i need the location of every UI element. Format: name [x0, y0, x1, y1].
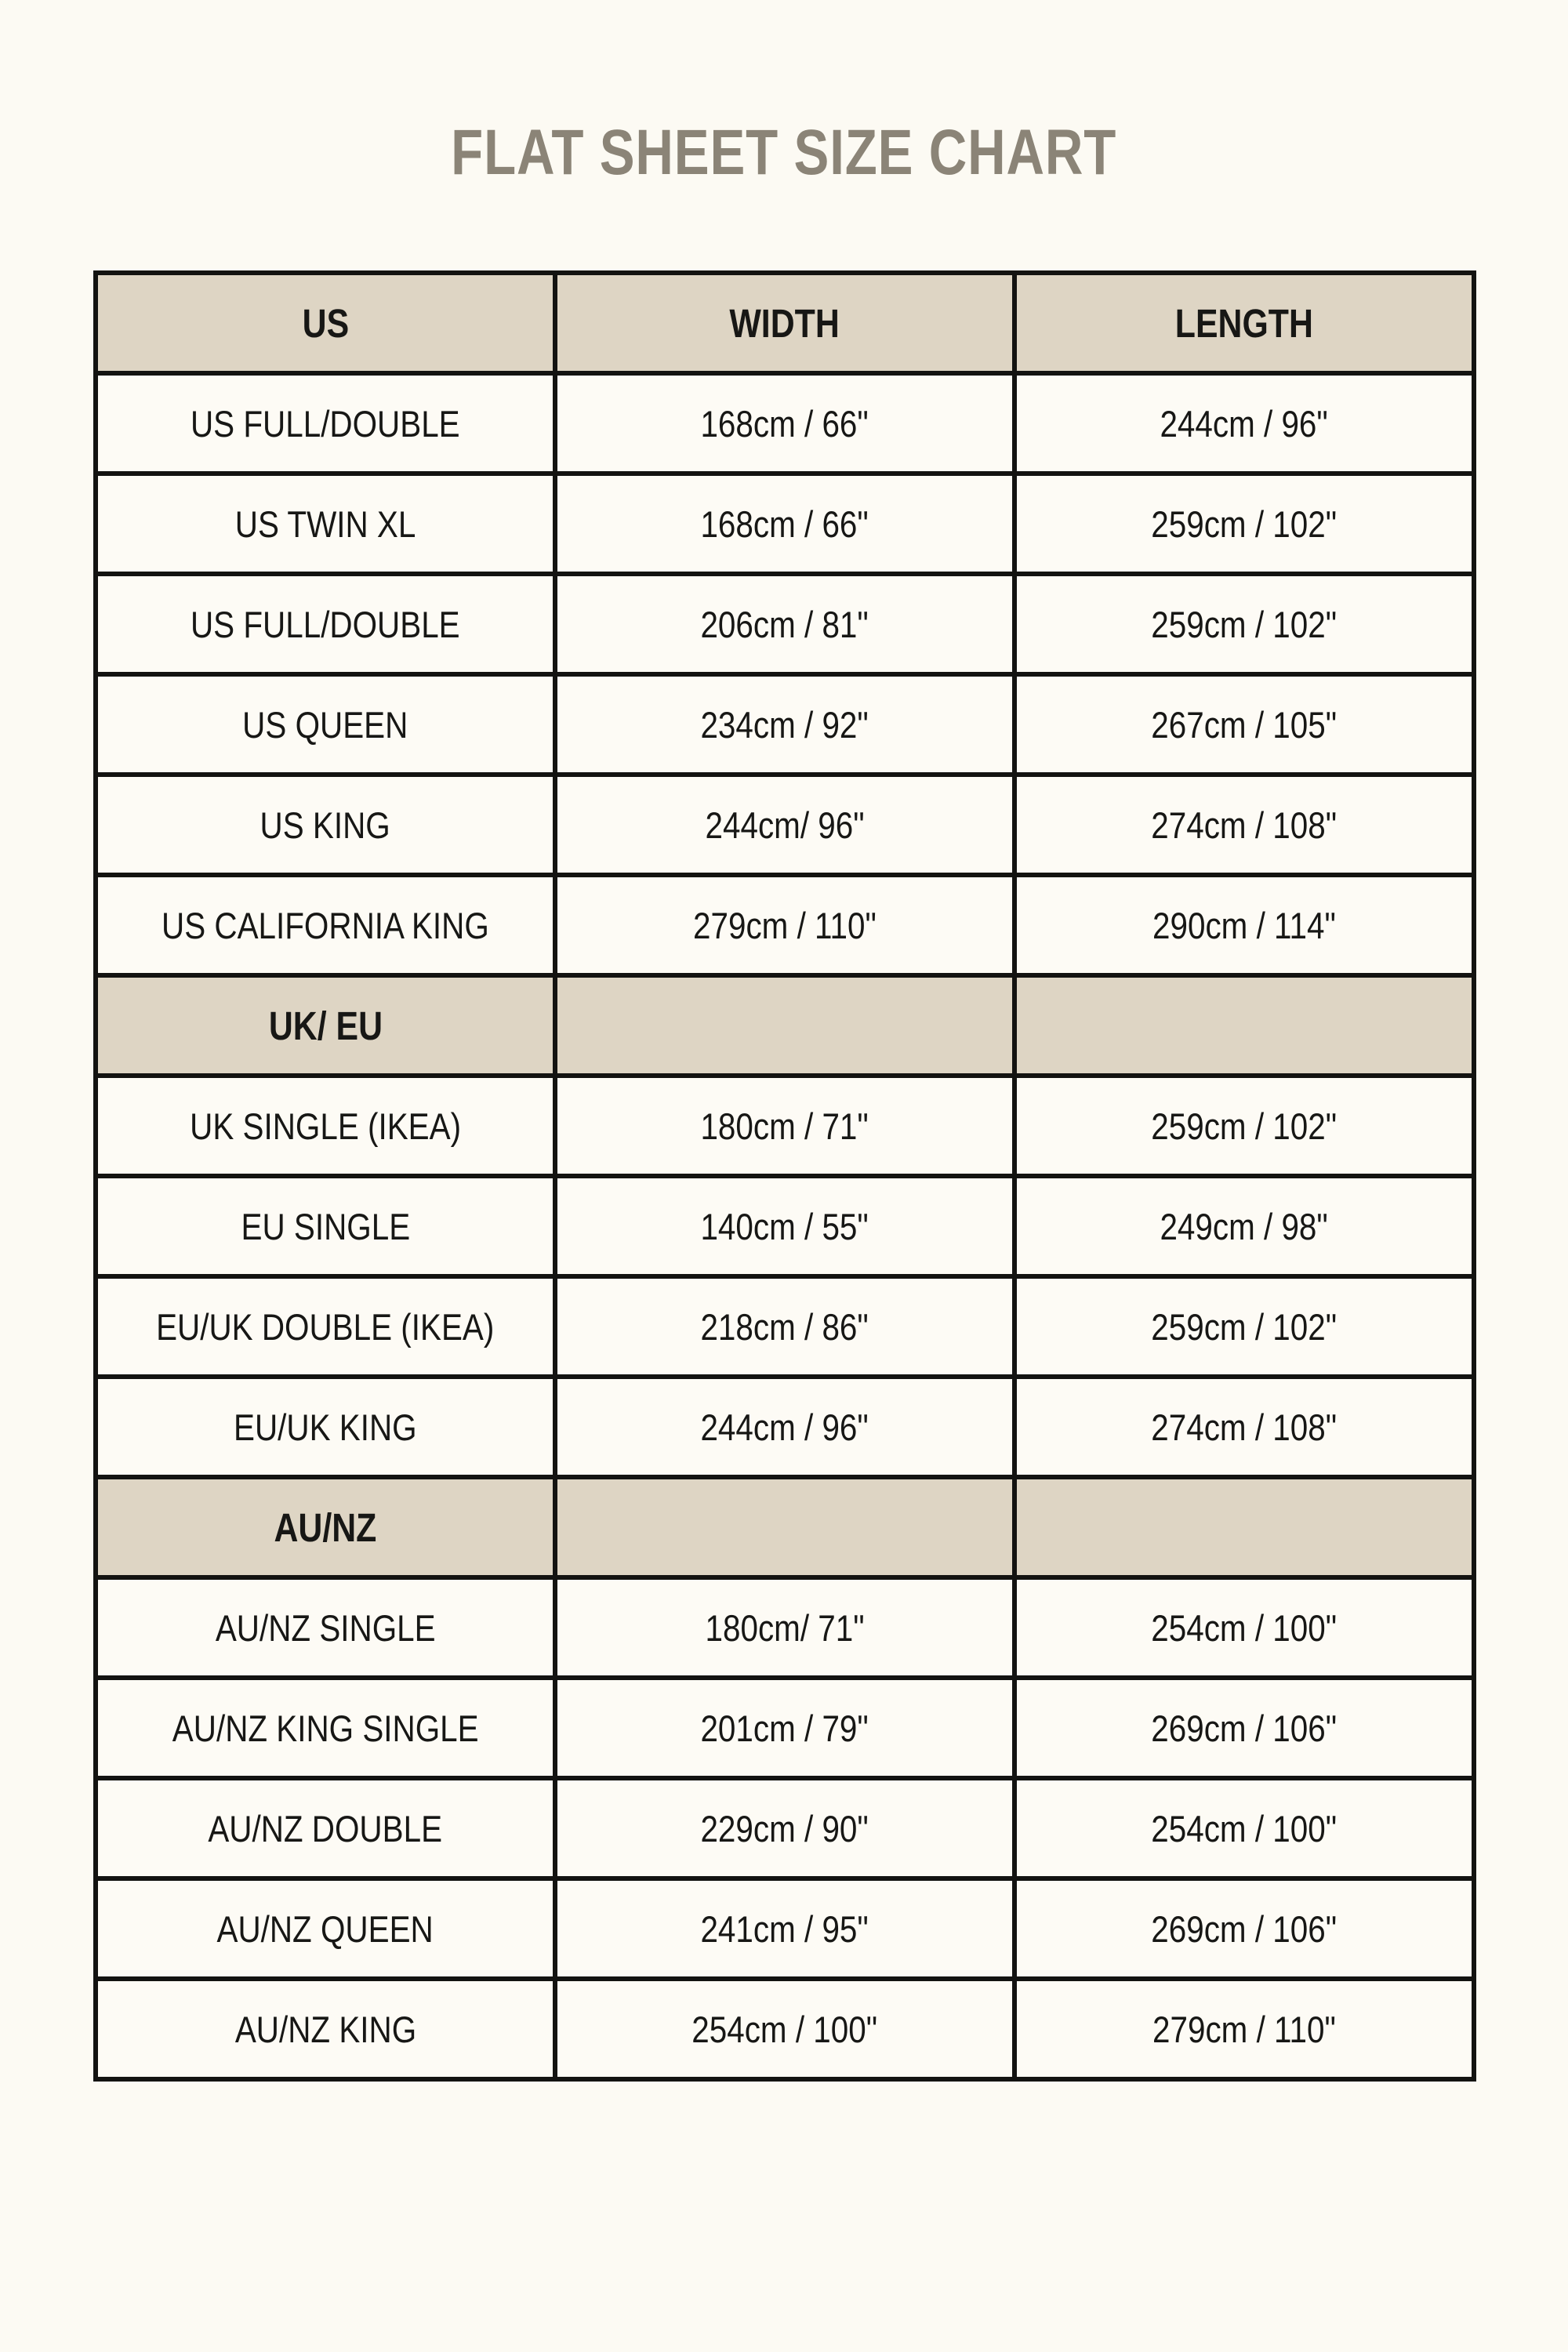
- length-value: 269cm / 106": [1151, 1707, 1338, 1749]
- width-cell: [555, 1176, 1014, 1276]
- empty-width-cell: [555, 1477, 1014, 1577]
- column-header-region: [96, 273, 555, 373]
- length-value: 249cm / 98": [1160, 1205, 1329, 1247]
- empty-width-cell: [555, 975, 1014, 1076]
- table-row: [96, 1377, 1474, 1477]
- width-value: 229cm / 90": [700, 1807, 869, 1849]
- width-value: 168cm / 66": [700, 503, 869, 545]
- width-cell: [555, 775, 1014, 875]
- length-value: 259cm / 102": [1151, 1105, 1338, 1147]
- width-cell: [555, 1076, 1014, 1176]
- width-value: 254cm / 100": [691, 2008, 878, 2050]
- table-row: [96, 875, 1474, 975]
- width-value: 180cm/ 71": [705, 1606, 865, 1649]
- size-label: AU/NZ KING SINGLE: [172, 1707, 479, 1749]
- size-cell: [96, 1577, 555, 1678]
- size-label: AU/NZ SINGLE: [215, 1606, 436, 1649]
- size-label: US KING: [260, 804, 391, 846]
- width-cell: [555, 1678, 1014, 1778]
- length-value: 274cm / 108": [1151, 804, 1338, 846]
- width-value: 201cm / 79": [700, 1707, 869, 1749]
- size-label: US FULL/DOUBLE: [191, 603, 460, 645]
- length-cell: [1014, 1076, 1474, 1176]
- size-cell: [96, 1878, 555, 1979]
- table-row: [96, 1577, 1474, 1678]
- width-value: 140cm / 55": [700, 1205, 869, 1247]
- size-label: US TWIN XL: [234, 503, 416, 545]
- section-header-row-uk-eu: [96, 975, 1474, 1076]
- length-value: 244cm / 96": [1160, 402, 1329, 445]
- column-header-width-label: WIDTH: [729, 300, 840, 346]
- empty-length-cell: [1014, 1477, 1474, 1577]
- size-cell: [96, 875, 555, 975]
- length-value: 259cm / 102": [1151, 503, 1338, 545]
- column-header-region-label: US: [302, 300, 349, 346]
- width-value: 244cm/ 96": [705, 804, 865, 846]
- size-cell: [96, 474, 555, 574]
- length-value: 279cm / 110": [1152, 2008, 1336, 2050]
- column-header-width: [555, 273, 1014, 373]
- size-cell: [96, 1276, 555, 1377]
- width-cell: [555, 875, 1014, 975]
- length-value: 267cm / 105": [1151, 703, 1338, 746]
- size-label: US CALIFORNIA KING: [162, 904, 489, 946]
- table-row: [96, 1678, 1474, 1778]
- flat-sheet-size-table: [93, 270, 1476, 2082]
- size-label: EU/UK KING: [234, 1406, 417, 1448]
- length-cell: [1014, 775, 1474, 875]
- width-value: 234cm / 92": [700, 703, 869, 746]
- length-cell: [1014, 1176, 1474, 1276]
- width-cell: [555, 1878, 1014, 1979]
- size-cell: [96, 1678, 555, 1778]
- section-label: AU/NZ: [274, 1504, 377, 1550]
- width-cell: [555, 1577, 1014, 1678]
- table-row: [96, 574, 1474, 674]
- size-label: UK SINGLE (IKEA): [190, 1105, 461, 1147]
- length-value: 259cm / 102": [1151, 603, 1338, 645]
- table-row: [96, 1276, 1474, 1377]
- size-label: AU/NZ DOUBLE: [208, 1807, 443, 1849]
- table-row: [96, 373, 1474, 474]
- length-value: 290cm / 114": [1152, 904, 1336, 946]
- size-label: EU/UK DOUBLE (IKEA): [156, 1305, 495, 1348]
- width-value: 218cm / 86": [700, 1305, 869, 1348]
- table-row: [96, 674, 1474, 775]
- section-label: UK/ EU: [268, 1003, 383, 1048]
- column-header-length: [1014, 273, 1474, 373]
- table-row: [96, 1878, 1474, 1979]
- width-value: 180cm / 71": [700, 1105, 869, 1147]
- size-label: AU/NZ QUEEN: [216, 1907, 434, 1950]
- width-cell: [555, 474, 1014, 574]
- column-header-length-label: LENGTH: [1174, 300, 1314, 346]
- length-cell: [1014, 574, 1474, 674]
- table-row: [96, 474, 1474, 574]
- length-cell: [1014, 674, 1474, 775]
- size-cell: [96, 775, 555, 875]
- size-label: EU SINGLE: [241, 1205, 410, 1247]
- table-header-row: [96, 273, 1474, 373]
- width-cell: [555, 674, 1014, 775]
- section-label-cell: [96, 975, 555, 1076]
- length-cell: [1014, 373, 1474, 474]
- table-row: [96, 1176, 1474, 1276]
- length-value: 254cm / 100": [1151, 1807, 1338, 1849]
- size-label: US FULL/DOUBLE: [191, 402, 460, 445]
- table-row: [96, 1076, 1474, 1176]
- size-cell: [96, 1377, 555, 1477]
- table-row: [96, 1778, 1474, 1878]
- length-cell: [1014, 1577, 1474, 1678]
- width-cell: [555, 1276, 1014, 1377]
- width-value: 241cm / 95": [700, 1907, 869, 1950]
- length-cell: [1014, 875, 1474, 975]
- size-label: AU/NZ KING: [234, 2008, 416, 2050]
- length-cell: [1014, 1878, 1474, 1979]
- empty-length-cell: [1014, 975, 1474, 1076]
- length-cell: [1014, 1678, 1474, 1778]
- size-cell: [96, 373, 555, 474]
- length-cell: [1014, 474, 1474, 574]
- size-cell: [96, 574, 555, 674]
- size-cell: [96, 674, 555, 775]
- width-cell: [555, 574, 1014, 674]
- length-cell: [1014, 1276, 1474, 1377]
- length-cell: [1014, 1377, 1474, 1477]
- size-cell: [96, 1076, 555, 1176]
- width-value: 244cm / 96": [700, 1406, 869, 1448]
- length-value: 274cm / 108": [1151, 1406, 1338, 1448]
- width-value: 206cm / 81": [700, 603, 869, 645]
- size-label: US QUEEN: [242, 703, 408, 746]
- length-value: 259cm / 102": [1151, 1305, 1338, 1348]
- width-cell: [555, 1979, 1014, 2079]
- width-cell: [555, 1377, 1014, 1477]
- size-cell: [96, 1778, 555, 1878]
- width-value: 168cm / 66": [700, 402, 869, 445]
- section-header-row-au-nz: [96, 1477, 1474, 1577]
- width-value: 279cm / 110": [693, 904, 877, 946]
- length-cell: [1014, 1979, 1474, 2079]
- page-title: [0, 116, 1568, 190]
- width-cell: [555, 373, 1014, 474]
- table-row: [96, 1979, 1474, 2079]
- size-cell: [96, 1176, 555, 1276]
- section-label-cell: [96, 1477, 555, 1577]
- page-title-text: FLAT SHEET SIZE CHART: [451, 117, 1117, 188]
- size-cell: [96, 1979, 555, 2079]
- length-cell: [1014, 1778, 1474, 1878]
- width-cell: [555, 1778, 1014, 1878]
- table-row: [96, 775, 1474, 875]
- length-value: 254cm / 100": [1151, 1606, 1338, 1649]
- length-value: 269cm / 106": [1151, 1907, 1338, 1950]
